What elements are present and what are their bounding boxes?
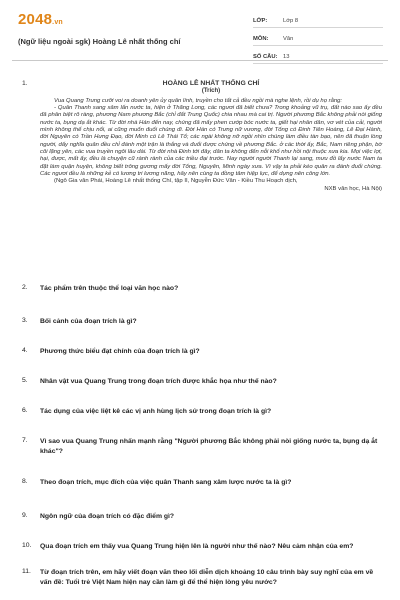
question-item — [22, 317, 382, 327]
question-number: 2. — [22, 284, 28, 291]
question-item — [22, 347, 382, 357]
info-label: MÔN: — [253, 35, 269, 42]
page-title: (Ngữ liệu ngoài sgk) Hoàng Lê nhất thống chí — [18, 37, 181, 46]
question-number: 8. — [22, 478, 28, 485]
question-number: 3. — [22, 317, 28, 324]
question-item — [22, 407, 382, 417]
question-number: 11. — [22, 568, 31, 575]
info-label: SỐ CÂU: — [253, 53, 278, 60]
reading-passage — [22, 80, 382, 193]
question-item — [22, 542, 382, 552]
question-item — [22, 284, 382, 294]
info-row-subject — [253, 32, 383, 46]
question-item — [22, 437, 382, 456]
site-logo[interactable] — [18, 11, 63, 28]
info-row-count — [253, 50, 383, 64]
question-text: Bối cảnh của đoạn trích là gì? — [40, 318, 137, 325]
info-value: 13 — [283, 53, 290, 60]
info-row-class — [253, 14, 383, 28]
question-item — [22, 478, 382, 488]
question-number: 6. — [22, 407, 28, 414]
passage-paragraph: - Quân Thanh sang xâm lấn nước ta, hiện ở Thăng Long, các ngươi đã biết chưa? Trong khoảng vũ trụ, đất nào sao ấy đều đã phân biệt rõ ràng, phương Nam phương Bắc (chỉ đất Trung Quốc) chia nhau mà cai trị. Người phương Bắc không phải nòi giống nước ta, bụng dạ ắt khác. Từ đời nhà Hán đến nay, chúng đã mấy phen cướp bóc nước ta, giết hại nhân dân, vơ vét của cải, người mình không thể chịu nổi, ai cũng muốn đuổi chúng đi. Đời Hán có Trưng nữ vương, đời Tống có Đinh Tiên Hoàng, Lê Đại Hành, đời Nguyên có Trần Hưng Đạo, đời Minh có Lê Thái Tổ; các ngài không nỡ ngồi nhìn chúng làm điều tàn bạo, nên đã thuận lòng người, dấy nghĩa quân đều chỉ đánh một trận là thắng và đuổi được chúng về phương Bắc. ở các thời ấy, Bắc, Nam riêng phận, bờ cõi lặng yên, các vua truyền ngôi lâu dài. Từ đời nhà Đinh tới đây, dân ta không đến nỗi khổ như hồi nội thuộc xưa kia. Mọi việc lợi, hại, được, mất ấy, đều là chuyện cũ rành rành của các triều đại trước. Nay người người Thanh lại sang, mưu đồ lấy nước Nam ta đặt làm quận huyện, không biết trông gương mấy đời Tống, Nguyên, Minh ngày xưa. Vì vậy ta phải kéo quân ra đánh đuổi chúng. Các ngươi đều là những kẻ có lương tri lương năng, hãy nên cùng ta đồng tâm hiệp lực, để dựng nên công lớn. — [40, 104, 382, 177]
info-value: Văn — [283, 35, 294, 42]
passage-subtitle: (Trích) — [201, 88, 221, 94]
question-number: 10. — [22, 542, 32, 549]
question-item — [22, 512, 382, 522]
info-label: LỚP: — [253, 17, 268, 24]
question-item — [22, 377, 382, 387]
question-number: 5. — [22, 377, 28, 384]
passage-source: (Ngô Gia văn Phái, Hoàng Lê nhất thống Chí, tập II, Nguyễn Đức Vân - Kiều Thu Hoạch dịch, — [54, 178, 298, 185]
question-item — [22, 568, 382, 587]
question-text: Vì sao vua Quang Trung nhấn mạnh rằng "Người phương Bắc không phải nòi giống nước ta, bụng dạ ắt khác"? — [40, 438, 378, 455]
passage-title: HOÀNG LÊ NHẤT THỐNG CHÍ — [162, 80, 260, 87]
question-text: Tác phẩm trên thuộc thể loại văn học nào? — [40, 285, 179, 292]
question-text: Ngôn ngữ của đoạn trích có đặc điểm gì? — [40, 513, 175, 520]
question-number: 4. — [22, 347, 28, 354]
question-text: Tác dụng của việc liệt kê các vị anh hùng lịch sử trong đoạn trích là gì? — [40, 408, 272, 415]
question-text: Phương thức biểu đạt chính của đoạn trích là gì? — [40, 348, 200, 355]
passage-paragraph: Vua Quang Trung cưỡi voi ra doanh yên ủy quân lính, truyền cho tất cả đều ngồi mà nghe lệnh, rồi dụ họ rằng: — [54, 97, 343, 104]
logo-suffix: .vn — [52, 19, 63, 26]
question-number: 9. — [22, 512, 28, 519]
logo-main: 2048 — [18, 11, 53, 28]
question-text: Theo đoạn trích, mục đích của việc quân Thanh sang xâm lược nước ta là gì? — [40, 479, 292, 486]
question-number: 7. — [22, 437, 28, 444]
passage-publisher: NXB văn học, Hà Nội) — [324, 185, 382, 192]
question-text: Từ đoạn trích trên, em hãy viết đoạn văn theo lối diễn dịch khoảng 10 câu trình bày suy nghĩ của em về vấn đề: Tuổi trẻ Việt Nam hiện nay cần làm gì để thể hiện lòng yêu nước? — [40, 569, 374, 586]
info-value: Lớp 8 — [283, 17, 299, 24]
question-text: Nhân vật vua Quang Trung trong đoạn trích được khắc họa như thế nào? — [40, 378, 277, 385]
question-number: 1. — [22, 80, 28, 87]
question-text: Qua đoạn trích em thấy vua Quang Trung hiện lên là người như thế nào? Nêu cảm nhận của em? — [40, 543, 354, 550]
header-divider — [12, 60, 388, 61]
